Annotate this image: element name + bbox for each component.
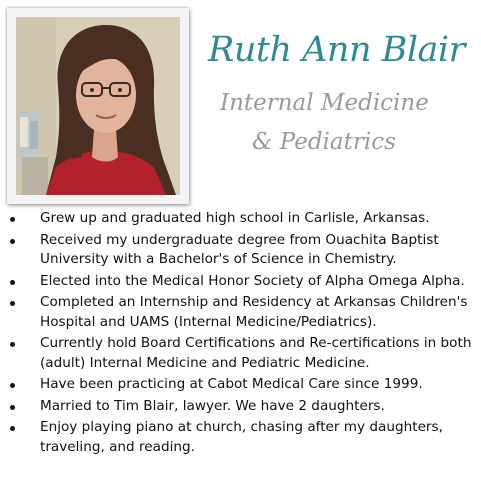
list-item xyxy=(0,209,481,229)
list-item xyxy=(0,293,481,332)
portrait-photo xyxy=(16,17,180,195)
bio-text: Elected into the Medical Honor Society of Alpha Omega Alpha. xyxy=(40,272,465,289)
photo-frame xyxy=(7,8,189,204)
specialty-line-1: Internal Medicine xyxy=(220,90,429,116)
bullet-icon xyxy=(10,342,15,347)
bio-text: Currently hold Board Certifications and Re-certifications in both (adult) Internal Medicine and Pediatric Medicine. xyxy=(40,335,472,371)
doctor-name: Ruth Ann Blair xyxy=(208,30,465,70)
list-item xyxy=(0,231,481,270)
bio-text: Received my undergraduate degree from Ouachita Baptist University with a Bachelor's of Science in Chemistry. xyxy=(40,231,439,267)
bullet-icon xyxy=(10,280,15,285)
bio-text: Have been practicing at Cabot Medical Care since 1999. xyxy=(40,376,423,392)
list-item xyxy=(0,272,481,292)
list-item xyxy=(0,334,481,373)
bio-text: Grew up and graduated high school in Carlisle, Arkansas. xyxy=(40,210,430,226)
specialty-line-2: & Pediatrics xyxy=(252,129,396,155)
bullet-icon xyxy=(10,217,15,222)
bullet-icon xyxy=(10,426,15,431)
list-item xyxy=(0,375,481,395)
bio-text: Married to Tim Blair, lawyer. We have 2 daughters. xyxy=(40,397,385,414)
bio-text: Enjoy playing piano at church, chasing after my daughters, traveling, and reading. xyxy=(40,419,443,455)
bullet-icon xyxy=(10,239,15,244)
bio-text: Completed an Internship and Residency at Arkansas Children's Hospital and UAMS (Internal Medicine/Pediatrics). xyxy=(40,294,468,330)
list-item xyxy=(0,397,481,417)
bullet-icon xyxy=(10,405,15,410)
bullet-icon xyxy=(10,383,15,388)
bullet-icon xyxy=(10,301,15,306)
list-item xyxy=(0,418,481,457)
bio-list xyxy=(0,209,481,459)
